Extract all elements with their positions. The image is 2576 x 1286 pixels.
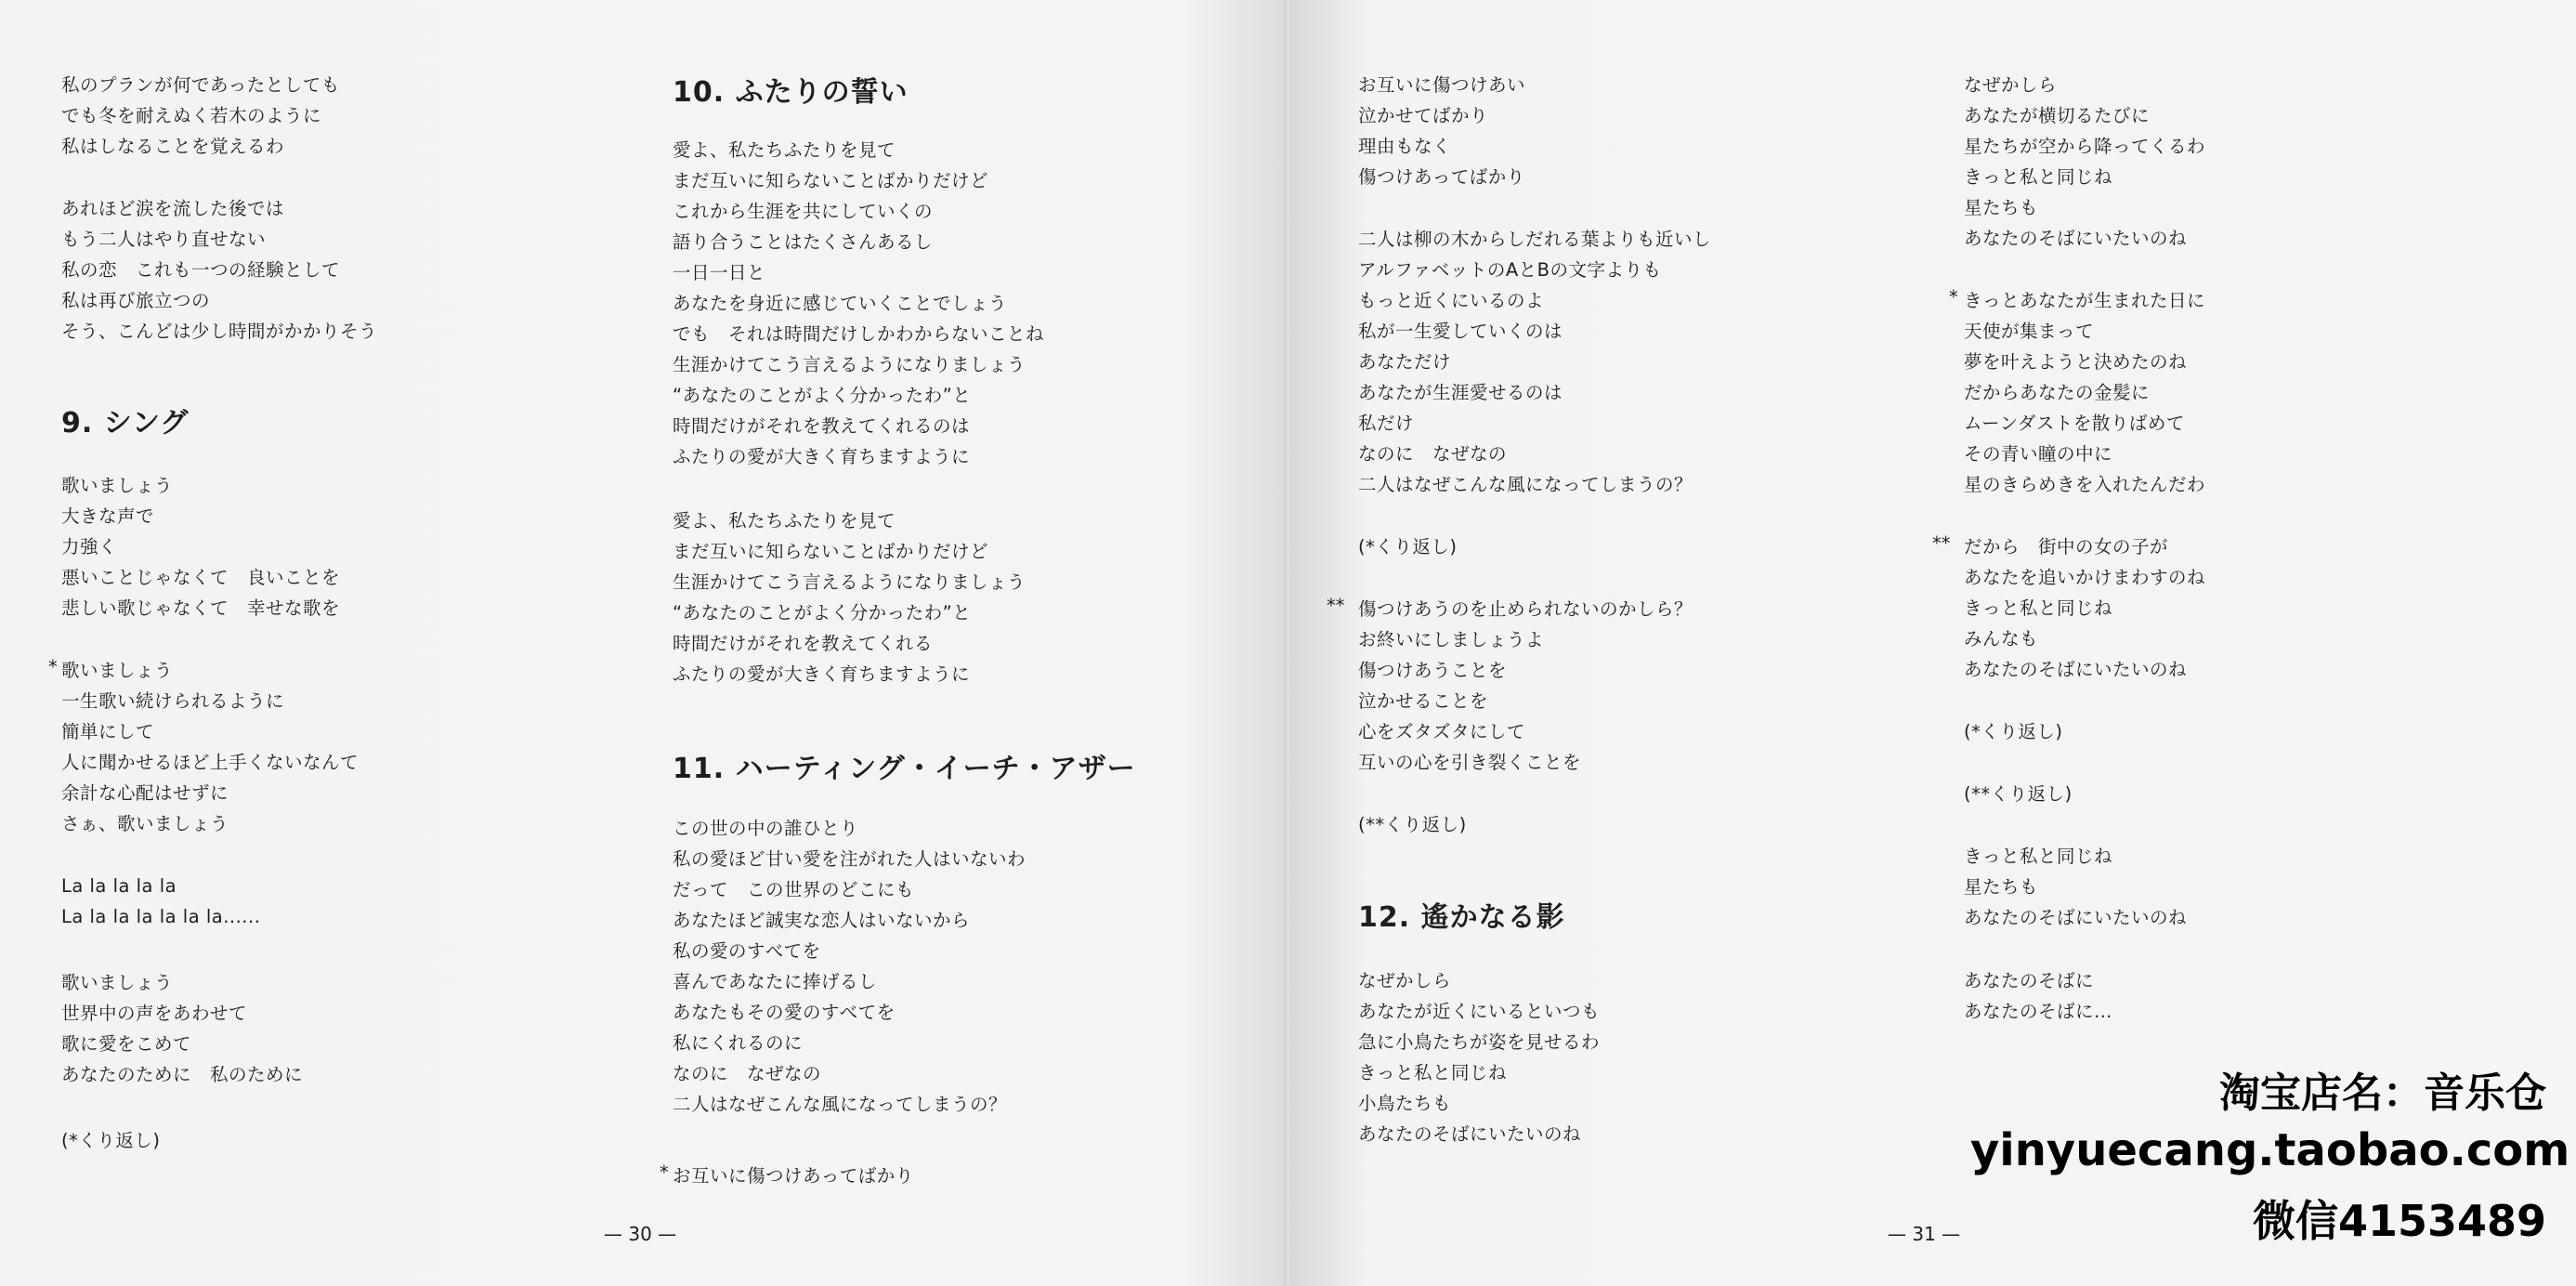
lyric-line: あなたが生涯愛せるのは [1358,382,1563,403]
lyric-line: 一日一日と [673,262,766,283]
lyric-line: きっとあなたが生まれた日に [1964,290,2206,311]
lyric-line: あなたが近くにいるといつも [1358,1001,1601,1022]
lyric-line: きっと私と同じね [1964,166,2113,188]
lyric-line: 夢を叶えようと決めたのね [1964,351,2188,373]
lyric-line: 私の愛のすべてを [673,940,821,962]
lyric-line: みんなも [1964,628,2039,650]
lyric-line: 歌に愛をこめて [61,1033,192,1055]
lyric-line: 喜んであなたに捧げるし [673,971,878,992]
lyric-line: 人に聞かせるほど上手くないなんて [61,752,360,773]
lyric-line: 語り合うことはたくさんあるし [673,231,934,253]
lyric-line: だから 街中の女の子が [1964,536,2169,558]
lyric-line: 傷つけあってばかり [1358,166,1525,188]
lyric-line: 天使が集まって [1964,321,2095,342]
lyric-line: 力強く [61,536,118,558]
lyric-line: 星のきらめきを入れたんだわ [1964,474,2206,495]
lyric-line: 急に小鳥たちが姿を見せるわ [1358,1031,1601,1053]
lyric-line: 二人は柳の木からしだれる葉よりも近いし [1358,229,1712,250]
left-page [0,0,1286,1286]
watermark-shop-name: 淘宝店名：音乐仓 [2219,1069,2546,1117]
lyric-line: ふたりの愛が大きく育ちますように [673,446,971,467]
lyric-line: あなただけ [1358,351,1452,373]
repeat-marker: (**くり返し) [1358,814,1467,835]
repeat-marker: (*くり返し) [61,1130,161,1151]
lyric-line: まだ互いに知らないことばかりだけど [673,170,989,191]
lyric-line: あなたのそばにいたいのね [1964,659,2188,680]
watermark-url: yinyuecang.taobao.com [1970,1124,2570,1176]
lyric-line: 悲しい歌じゃなくて 幸せな歌を [61,597,341,619]
lyric-line: 私はしなることを覚えるわ [61,136,285,157]
lyric-line: 一生歌い続けられるように [61,690,285,712]
double-chorus-marker: ** [1327,595,1345,616]
lyric-line: 愛よ、私たちふたりを見て [673,139,896,161]
lyric-line: お互いに傷つけあい [1358,74,1526,96]
lyric-line: 私が一生愛していくのは [1358,321,1563,342]
lyric-line: お終いにしましょうよ [1358,629,1545,650]
chorus-marker: * [1949,286,1958,308]
lyric-line: 私のプランが何であったとしても [61,74,340,96]
lyric-line: 悪いことじゃなくて 良いことを [61,567,341,588]
lyric-line: 心をズタズタにして [1358,721,1526,742]
repeat-marker: (*くり返し) [1964,721,2063,742]
lyric-line: 私の愛ほど甘い愛を注がれた人はいないわ [673,848,1026,870]
lyric-line: あなたを身近に感じていくことでしょう [673,293,1008,314]
lyric-line: この世の中の誰ひとり [673,818,859,839]
chorus-marker: * [48,656,58,677]
lyric-line: 私は再び旅立つの [61,290,211,311]
lyric-line: 時間だけがそれを教えてくれる [673,633,934,654]
lyric-line: 星たちも [1964,876,2039,898]
lyric-line: もっと近くにいるのよ [1358,290,1545,311]
lyric-line: 星たちも [1964,197,2039,218]
lyric-line: 生涯かけてこう言えるようになりましょう [673,571,1026,593]
lyric-line: あなたのそばにいたいのね [1964,907,2188,928]
lyric-line: その青い瞳の中に [1964,443,2113,465]
lyric-line: でも それは時間だけしかわからないことね [673,323,1045,345]
lyric-line: 傷つけあうのを止められないのかしら？ [1358,598,1693,620]
lyric-line: あなたのそばにいたいのね [1358,1123,1582,1145]
song-title-10: 10. ふたりの誓い [673,76,909,109]
lyric-line: アルファベットのAとBの文字よりも [1358,259,1662,281]
lyric-line: そう、こんどは少し時間がかかりそう [61,321,378,342]
song-title-11: 11. ハーティング・イーチ・アザー [673,753,1136,785]
lyric-line: あなたが横切るたびに [1964,105,2151,126]
lyric-line: なのに なぜなの [673,1063,822,1084]
lyric-line: もう二人はやり直せない [61,229,267,250]
lyric-line: La la la la la la la...... [61,906,261,927]
lyric-line: きっと私と同じね [1358,1062,1508,1083]
lyric-line: あなたを追いかけまわすのね [1964,567,2206,588]
lyric-line: 星たちが空から降ってくるわ [1964,136,2206,157]
lyric-line: 私にくれるのに [673,1032,804,1054]
lyric-line: 二人はなぜこんな風になってしまうの？ [1358,474,1693,495]
lyric-line: あなたのそばに… [1964,1001,2113,1022]
lyric-line: お互いに傷つけあってばかり [673,1165,914,1187]
lyric-line: だって この世界のどこにも [673,879,915,900]
lyric-line: 歌いましょう [61,660,174,681]
lyric-line: あなたほど誠実な恋人はいないから [673,910,971,931]
lyric-line: La la la la la [61,875,177,897]
lyric-line: 歌いましょう [61,475,174,496]
lyric-line: 小鳥たちも [1358,1093,1452,1114]
lyric-line: あれほど涙を流した後では [61,198,285,219]
lyric-line: これから生涯を共にしていくの [673,201,934,222]
double-chorus-marker: ** [1932,532,1951,554]
lyric-line: 傷つけあうことを [1358,660,1508,681]
lyric-line: 理由もなく [1358,136,1452,157]
lyric-line: 簡単にして [61,721,155,742]
lyric-line: なぜかしら [1964,74,2058,96]
lyric-line: きっと私と同じね [1964,597,2113,619]
lyric-line: 私の恋 これも一つの経験として [61,259,341,281]
lyric-line: 歌いましょう [61,972,174,993]
lyric-line: ふたりの愛が大きく育ちますように [673,663,971,685]
lyric-line: なぜかしら [1358,970,1452,991]
lyric-line: まだ互いに知らないことばかりだけど [673,541,989,562]
watermark-wechat: 微信4153489 [2252,1196,2546,1246]
lyric-line: “あなたのことがよく分かったわ”と [673,385,972,406]
song-title-9: 9. シング [61,407,190,440]
page-number: — 30 — [604,1223,677,1245]
repeat-marker: (**くり返し) [1964,783,2073,805]
lyric-line: ムーンダストを散りばめて [1964,413,2185,434]
lyric-line: 世界中の声をあわせて [61,1003,248,1024]
lyric-line: 私だけ [1358,413,1415,434]
lyric-line: 愛よ、私たちふたりを見て [673,510,896,531]
lyric-line: 泣かせてばかり [1358,105,1489,126]
lyric-line: “あなたのことがよく分かったわ”と [673,602,972,623]
lyric-line: あなたのために 私のために [61,1064,304,1085]
repeat-marker: (*くり返し) [1358,536,1458,558]
lyric-line: 時間だけがそれを教えてくれるのは [673,415,971,437]
lyric-line: あなたのそばに [1964,970,2095,991]
lyric-line: だからあなたの金髪に [1964,382,2151,403]
page-number: — 31 — [1888,1223,1961,1245]
lyric-line: 泣かせることを [1358,690,1489,712]
lyric-line: 大きな声で [61,505,155,527]
lyric-line: あなたもその愛のすべてを [673,1002,896,1023]
lyric-line: さぁ、歌いましょう [61,813,229,834]
lyric-line: 二人はなぜこんな風になってしまうの？ [673,1094,1008,1115]
lyric-line: 生涯かけてこう言えるようになりましょう [673,354,1026,375]
chorus-marker: * [660,1161,669,1183]
lyric-line: 互いの心を引き裂くことを [1358,752,1582,773]
lyric-line: あなたのそばにいたいのね [1964,228,2188,249]
song-title-12: 12. 遙かなる影 [1358,901,1565,934]
lyric-line: 余計な心配はせずに [61,782,229,804]
lyric-line: でも冬を耐えぬく若木のように [61,105,322,126]
lyric-line: きっと私と同じね [1964,846,2113,867]
lyric-line: なのに なぜなの [1358,443,1508,465]
